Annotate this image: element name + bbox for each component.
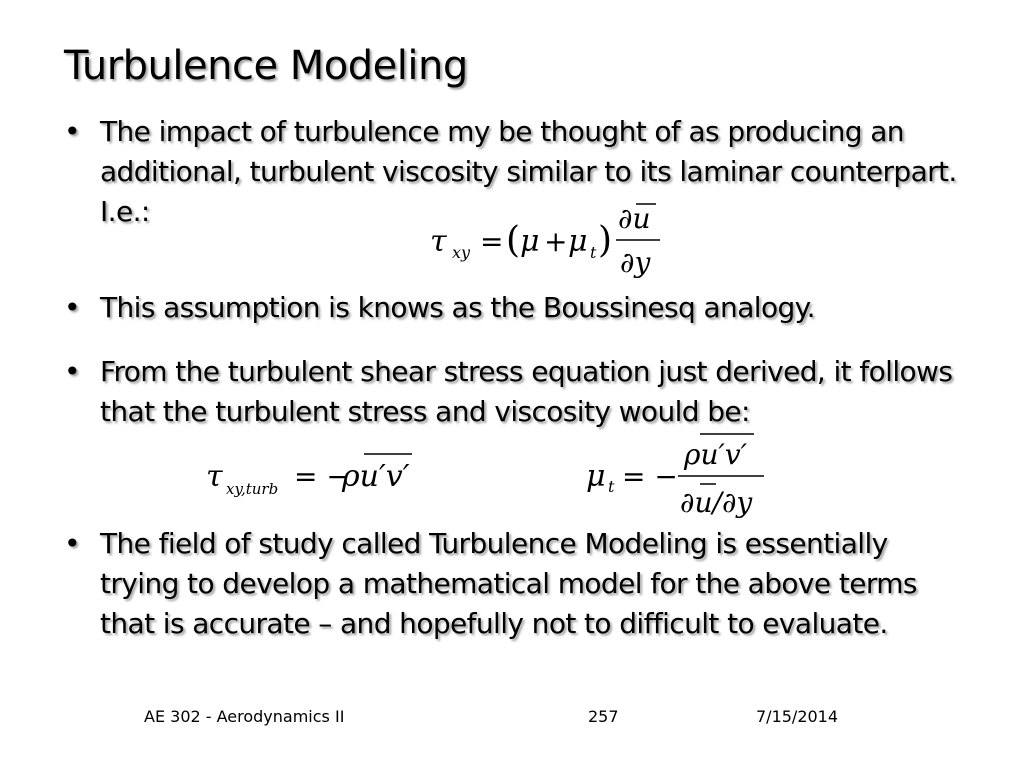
bullet-text: The impact of turbulence my be thought of as producing an additional, turbulent viscosity similar to its laminar counterpart. I.e.:	[100, 115, 957, 228]
bullet-marker: •	[64, 527, 80, 560]
footer-page-number: 257	[588, 707, 619, 726]
eq1-tau-sub: xy	[452, 243, 471, 262]
eq2-tau-sub: xy,turb	[226, 480, 279, 498]
bullet-text: From the turbulent shear stress equation just derived, it follows that the turbulent stress and viscosity would be:	[100, 355, 953, 428]
eq1-numerator: ∂u	[618, 202, 651, 235]
eq2-rhs: ρu′v′	[342, 459, 410, 494]
bullet-text: The field of study called Turbulence Modeling is essentially trying to develop a mathematical model for the above terms that is accurate – and hopefully not to difficult to evaluate.	[100, 527, 917, 640]
eq1-mu: μ	[520, 224, 540, 259]
eq1-denominator: ∂y	[620, 246, 651, 279]
eq3-equals: = −	[622, 460, 678, 493]
eq2-equals: = −	[294, 460, 350, 493]
eq2-tau: τ	[206, 459, 223, 494]
footer-date: 7/15/2014	[756, 707, 839, 726]
equation-turbulent-viscosity	[586, 428, 776, 522]
eq3-numerator: ρu′v′	[684, 438, 748, 471]
bullet-marker: •	[64, 291, 80, 324]
eq3-mu-sub: t	[608, 477, 615, 496]
eq1-open-paren: (	[506, 220, 521, 261]
equation-turbulent-stress	[206, 444, 426, 508]
eq3-mu: μ	[586, 459, 606, 494]
eq1-close-paren: )	[598, 220, 613, 261]
eq1-mu-t-sub: t	[590, 243, 597, 262]
bullet-text: This assumption is knows as the Boussinesq analogy.	[100, 291, 815, 324]
bullet-marker: •	[64, 115, 80, 148]
bullet-marker: •	[64, 355, 80, 388]
eq1-mu-t: μ	[568, 224, 588, 259]
eq1-tau: τ	[430, 224, 447, 259]
eq3-denominator: ∂u/∂y	[680, 486, 753, 518]
footer-course: AE 302 - Aerodynamics II	[144, 707, 345, 726]
eq1-equals: =	[480, 225, 504, 258]
equation-boussinesq	[430, 196, 670, 290]
eq1-plus: +	[544, 225, 568, 258]
slide-title: Turbulence Modeling	[64, 43, 468, 89]
